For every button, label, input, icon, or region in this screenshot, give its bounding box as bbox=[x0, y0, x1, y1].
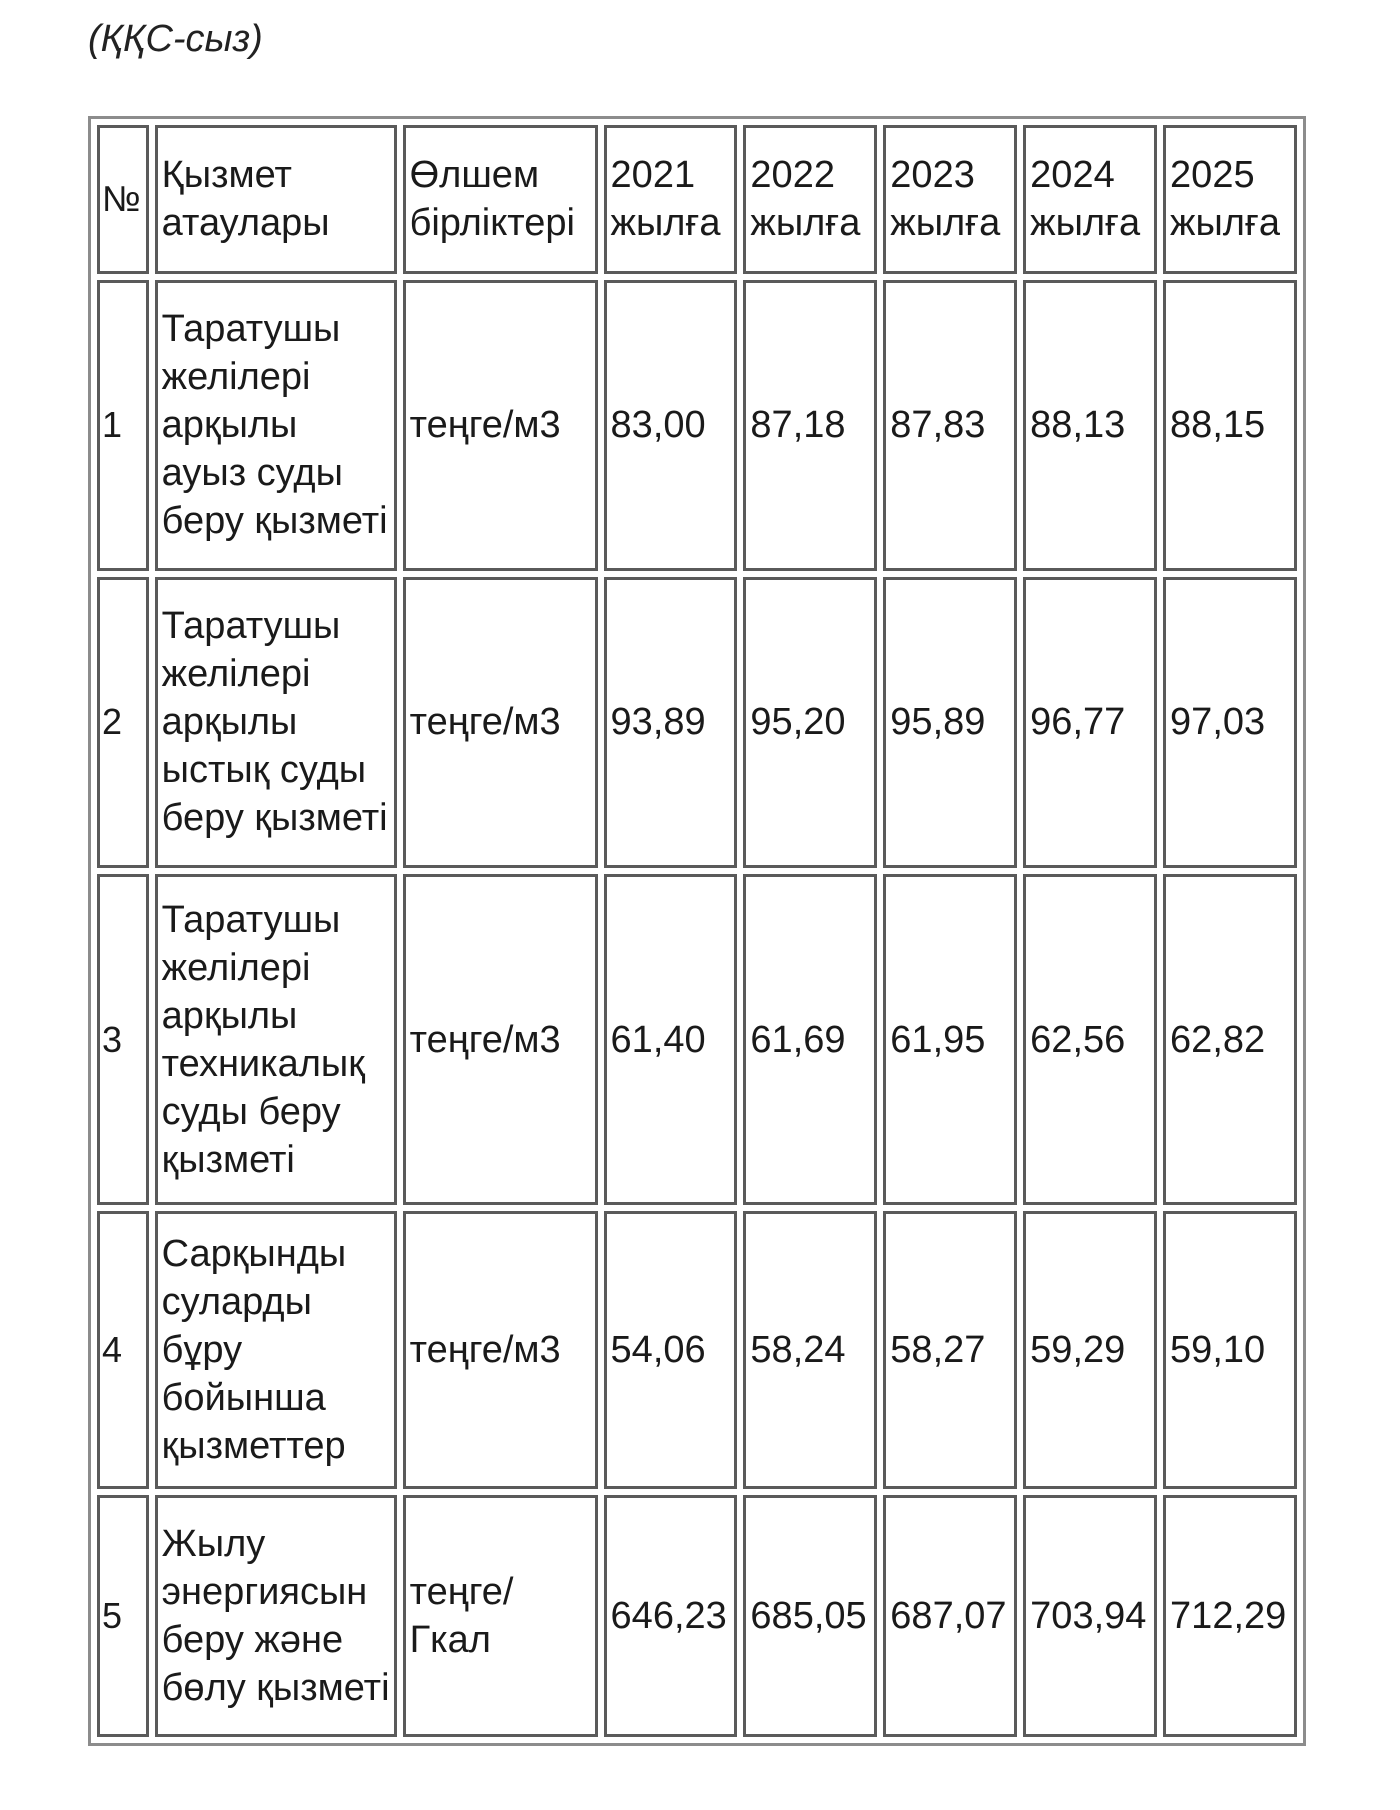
table-row bbox=[97, 577, 1297, 868]
tariff-table bbox=[88, 116, 1306, 1746]
header-service: Қызмет атаулары bbox=[155, 125, 397, 274]
row-value-2022: 61,69 bbox=[743, 874, 877, 1205]
row-value-2023: 87,83 bbox=[883, 280, 1017, 571]
row-value-2021: 54,06 bbox=[604, 1211, 738, 1489]
vat-note-caption: (ҚҚС-сыз) bbox=[88, 18, 263, 60]
row-value-2021: 61,40 bbox=[604, 874, 738, 1205]
header-unit: Өлшем бірліктері bbox=[403, 125, 598, 274]
header-year-2024: 2024 жылға bbox=[1023, 125, 1157, 274]
row-unit: теңге/м3 bbox=[403, 874, 598, 1205]
header-year-2025: 2025 жылға bbox=[1163, 125, 1297, 274]
row-num: 3 bbox=[97, 874, 149, 1205]
row-service: Таратушы желілері арқылы ауыз суды беру қызметі bbox=[155, 280, 397, 571]
table-row bbox=[97, 280, 1297, 571]
row-value-2023: 95,89 bbox=[883, 577, 1017, 868]
row-value-2024: 88,13 bbox=[1023, 280, 1157, 571]
row-value-2022: 58,24 bbox=[743, 1211, 877, 1489]
row-value-2025: 62,82 bbox=[1163, 874, 1297, 1205]
row-value-2025: 97,03 bbox=[1163, 577, 1297, 868]
row-value-2022: 685,05 bbox=[743, 1495, 877, 1737]
row-service: Жылу энергиясын беру және бөлу қызметі bbox=[155, 1495, 397, 1737]
row-value-2021: 646,23 bbox=[604, 1495, 738, 1737]
row-num: 2 bbox=[97, 577, 149, 868]
row-value-2023: 58,27 bbox=[883, 1211, 1017, 1489]
row-num: 1 bbox=[97, 280, 149, 571]
row-value-2024: 96,77 bbox=[1023, 577, 1157, 868]
row-value-2021: 83,00 bbox=[604, 280, 738, 571]
row-value-2022: 95,20 bbox=[743, 577, 877, 868]
header-row bbox=[97, 125, 1297, 274]
row-value-2024: 703,94 bbox=[1023, 1495, 1157, 1737]
row-num: 4 bbox=[97, 1211, 149, 1489]
row-value-2025: 59,10 bbox=[1163, 1211, 1297, 1489]
row-service: Таратушы желілері арқылы техникалық суды беру қызметі bbox=[155, 874, 397, 1205]
row-service: Таратушы желілері арқылы ыстық суды беру қызметі bbox=[155, 577, 397, 868]
row-value-2025: 712,29 bbox=[1163, 1495, 1297, 1737]
row-value-2023: 61,95 bbox=[883, 874, 1017, 1205]
row-value-2024: 62,56 bbox=[1023, 874, 1157, 1205]
row-num: 5 bbox=[97, 1495, 149, 1737]
header-num: № bbox=[97, 125, 149, 274]
tariff-table-container bbox=[88, 116, 1306, 1746]
table-row bbox=[97, 874, 1297, 1205]
row-value-2024: 59,29 bbox=[1023, 1211, 1157, 1489]
row-service: Сарқынды суларды бұру бойынша қызметтер bbox=[155, 1211, 397, 1489]
header-year-2022: 2022 жылға bbox=[743, 125, 877, 274]
row-value-2022: 87,18 bbox=[743, 280, 877, 571]
row-unit: теңге/м3 bbox=[403, 1211, 598, 1489]
row-unit: теңге/м3 bbox=[403, 577, 598, 868]
row-value-2023: 687,07 bbox=[883, 1495, 1017, 1737]
header-year-2023: 2023 жылға bbox=[883, 125, 1017, 274]
row-unit: теңге/ Гкал bbox=[403, 1495, 598, 1737]
header-year-2021: 2021 жылға bbox=[604, 125, 738, 274]
row-unit: теңге/м3 bbox=[403, 280, 598, 571]
row-value-2021: 93,89 bbox=[604, 577, 738, 868]
table-row bbox=[97, 1495, 1297, 1737]
row-value-2025: 88,15 bbox=[1163, 280, 1297, 571]
table-row bbox=[97, 1211, 1297, 1489]
